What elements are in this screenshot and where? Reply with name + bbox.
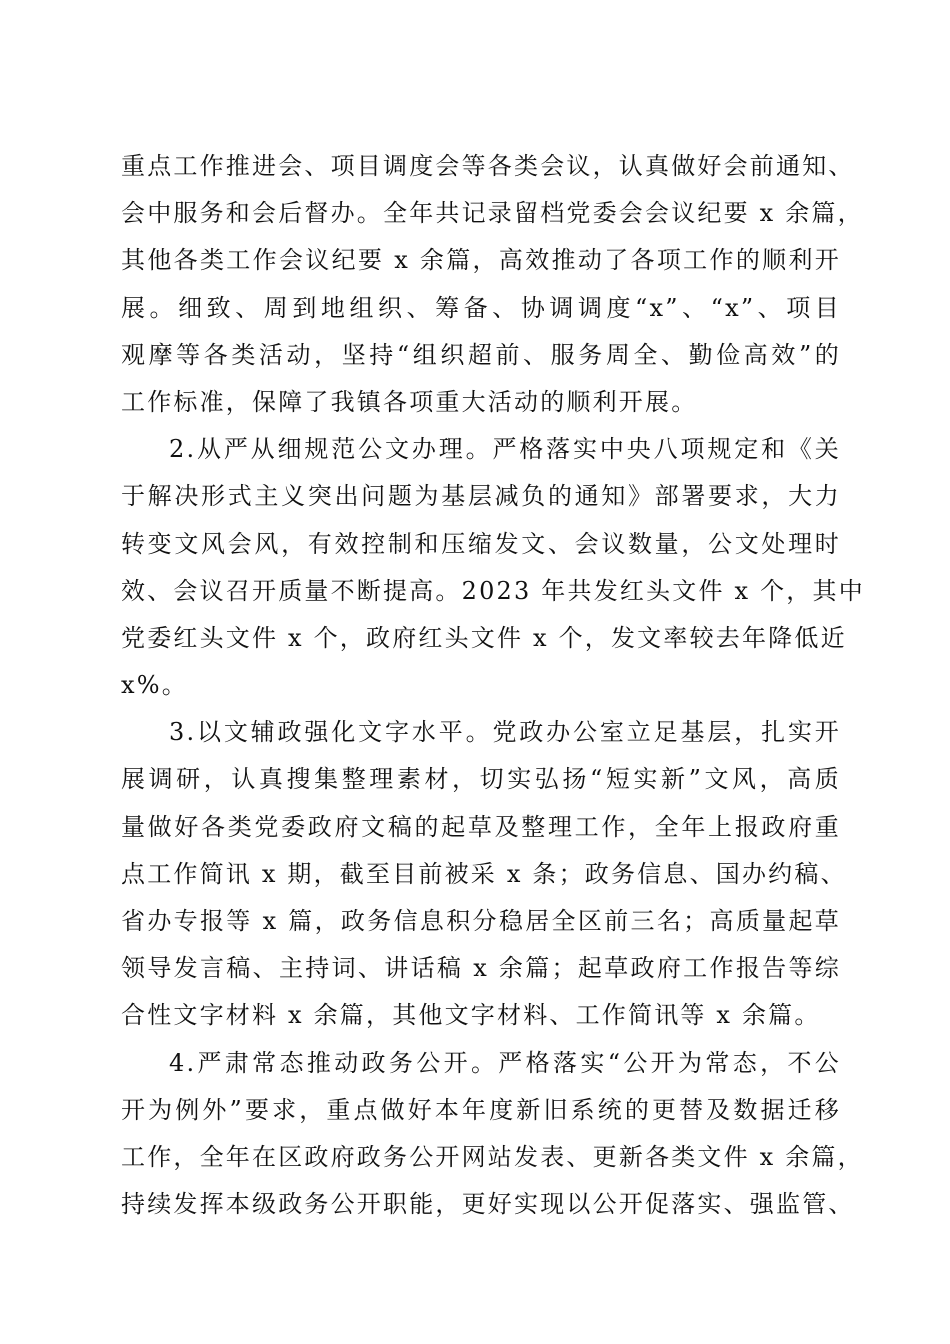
paragraph-2-heading-line: 2.从严从细规范公文办理。严格落实中央八项规定和《关 <box>169 435 841 464</box>
text-line: 效、会议召开质量不断提高。2023 年共发红头文件 x 个，其中 <box>121 576 865 605</box>
text-line: 领导发言稿、主持词、讲话稿 x 余篇；起草政府工作报告等综 <box>121 954 841 983</box>
text-line: 展。细致、周到地组织、筹备、协调调度“x”、“x”、项目 <box>121 293 841 322</box>
text-line: 量做好各类党委政府文稿的起草及整理工作，全年上报政府重 <box>121 812 841 841</box>
text-line: 观摩等各类活动，坚持“组织超前、服务周全、勤俭高效”的 <box>121 340 841 369</box>
text-line: 党委红头文件 x 个，政府红头文件 x 个，发文率较去年降低近 <box>121 623 847 652</box>
text-line: 合性文字材料 x 余篇，其他文字材料、工作简讯等 x 余篇。 <box>121 1001 821 1030</box>
text-line: 持续发挥本级政务公开职能，更好实现以公开促落实、强监管、 <box>121 1190 855 1219</box>
text-line: 工作标准，保障了我镇各项重大活动的顺利开展。 <box>121 387 698 416</box>
text-line: 省办专报等 x 篇，政务信息积分稳居全区前三名；高质量起草 <box>121 907 841 935</box>
text-line: 工作，全年在区政府政务公开网站发表、更新各类文件 x 余篇， <box>121 1142 864 1171</box>
text-line: 重点工作推进会、项目调度会等各类会议，认真做好会前通知、 <box>121 152 855 180</box>
text-line: 展调研，认真搜集整理素材，切实弘扬“短实新”文风，高质 <box>121 765 841 794</box>
text-line: 于解决形式主义突出问题为基层减负的通知》部署要求，大力 <box>121 482 841 511</box>
text-line: 转变文风会风，有效控制和压缩发文、会议数量，公文处理时 <box>121 529 841 558</box>
text-line: 其他各类工作会议纪要 x 余篇，高效推动了各项工作的顺利开 <box>121 246 841 275</box>
paragraph-4-heading-line: 4.严肃常态推动政务公开。严格落实“公开为常态，不公 <box>169 1048 841 1077</box>
text-line: 点工作简讯 x 期，截至目前被采 x 条；政务信息、国办约稿、 <box>121 859 847 888</box>
paragraph-3-heading-line: 3.以文辅政强化文字水平。党政办公室立足基层，扎实开 <box>169 718 841 747</box>
text-line: x%。 <box>121 671 188 700</box>
text-line: 开为例外”要求，重点做好本年度新旧系统的更替及数据迁移 <box>121 1095 841 1124</box>
text-line: 会中服务和会后督办。全年共记录留档党委会会议纪要 x 余篇， <box>121 199 864 228</box>
document-body <box>121 143 865 1228</box>
